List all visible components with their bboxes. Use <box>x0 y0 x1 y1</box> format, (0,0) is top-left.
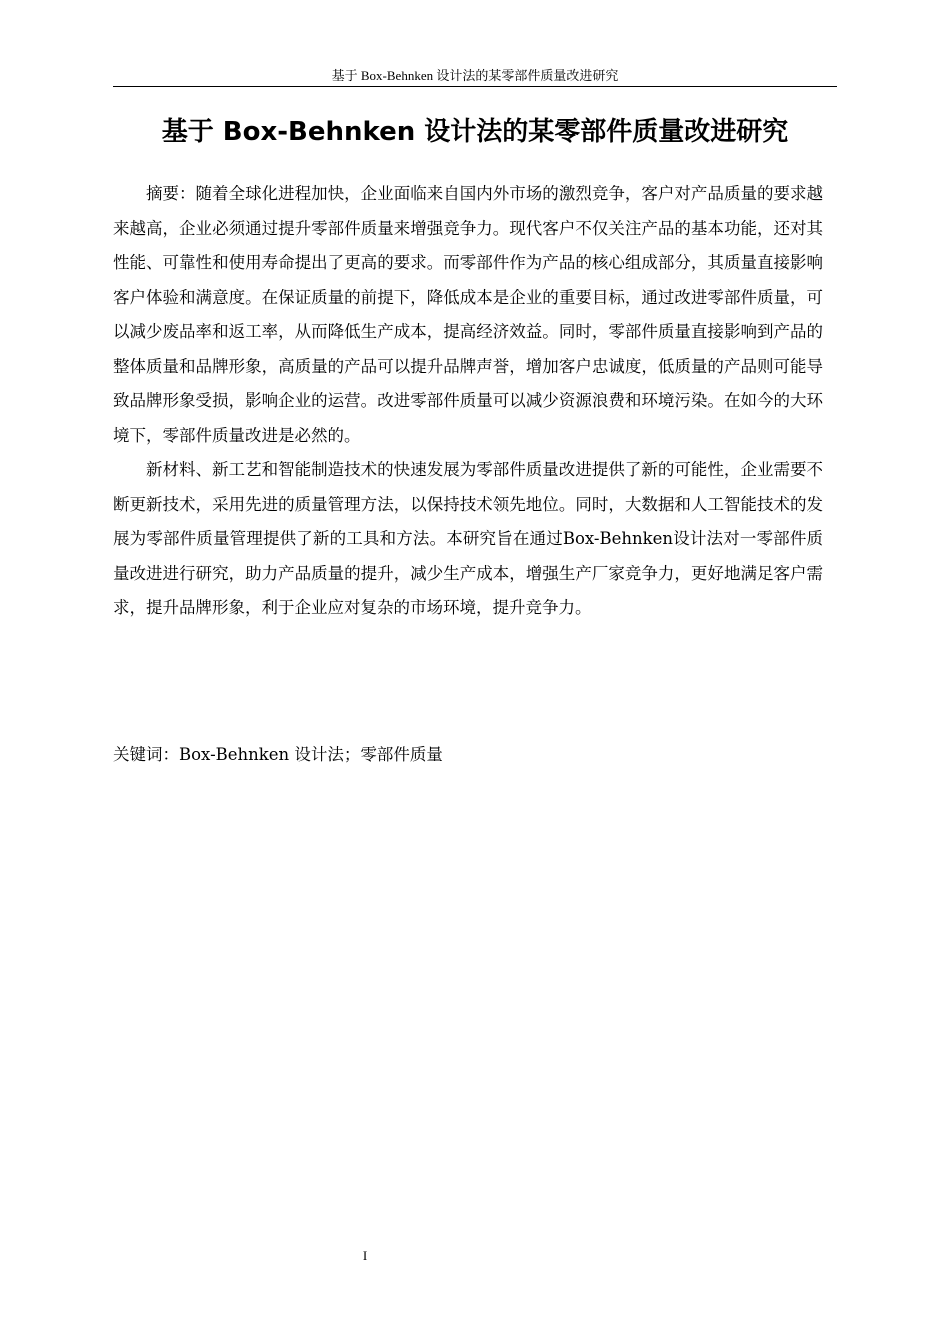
header-rule <box>113 86 837 87</box>
keywords-label: 关键词： <box>113 745 179 764</box>
keywords-value: Box-Behnken 设计法；零部件质量 <box>179 745 443 764</box>
page-title: 基于 Box-Behnken 设计法的某零部件质量改进研究 <box>161 117 789 147</box>
abstract-paragraph-1 <box>113 177 823 453</box>
page-number: I <box>362 1248 368 1263</box>
abstract-label: 摘要： <box>146 184 196 203</box>
abstract-paragraph-2: 新材料、新工艺和智能制造技术的快速发展为零部件质量改进提供了新的可能性，企业需要不断更新技术，采用先进的质量管理方法，以保持技术领先地位。同时，大数据和人工智能技术的发展为零部件质量管理提供了新的工具和方法。本研究旨在通过Box-Behnken设计法对一零部件质量改进进行研究，助力产品质量的提升，减少生产成本，增强生产厂家竞争力，更好地满足客户需求，提升品牌形象，利于企业应对复杂的市场环境，提升竞争力。 <box>113 460 823 617</box>
running-header: 基于 Box-Behnken 设计法的某零部件质量改进研究 <box>331 68 619 83</box>
abstract-body <box>113 177 823 626</box>
abstract-text-1: 随着全球化进程加快，企业面临来自国内外市场的激烈竞争，客户对产品质量的要求越来越高，企业必须通过提升零部件质量来增强竞争力。现代客户不仅关注产品的基本功能，还对其性能、可靠性和使用寿命提出了更高的要求。而零部件作为产品的核心组成部分，其质量直接影响客户体验和满意度。在保证质量的前提下，降低成本是企业的重要目标，通过改进零部件质量，可以减少废品率和返工率，从而降低生产成本，提高经济效益。同时，零部件质量直接影响到产品的整体质量和品牌形象，高质量的产品可以提升品牌声誉，增加客户忠诚度，低质量的产品则可能导致品牌形象受损，影响企业的运营。改进零部件质量可以减少资源浪费和环境污染。在如今的大环境下，零部件质量改进是必然的。 <box>113 184 824 445</box>
keywords-line <box>113 738 823 772</box>
